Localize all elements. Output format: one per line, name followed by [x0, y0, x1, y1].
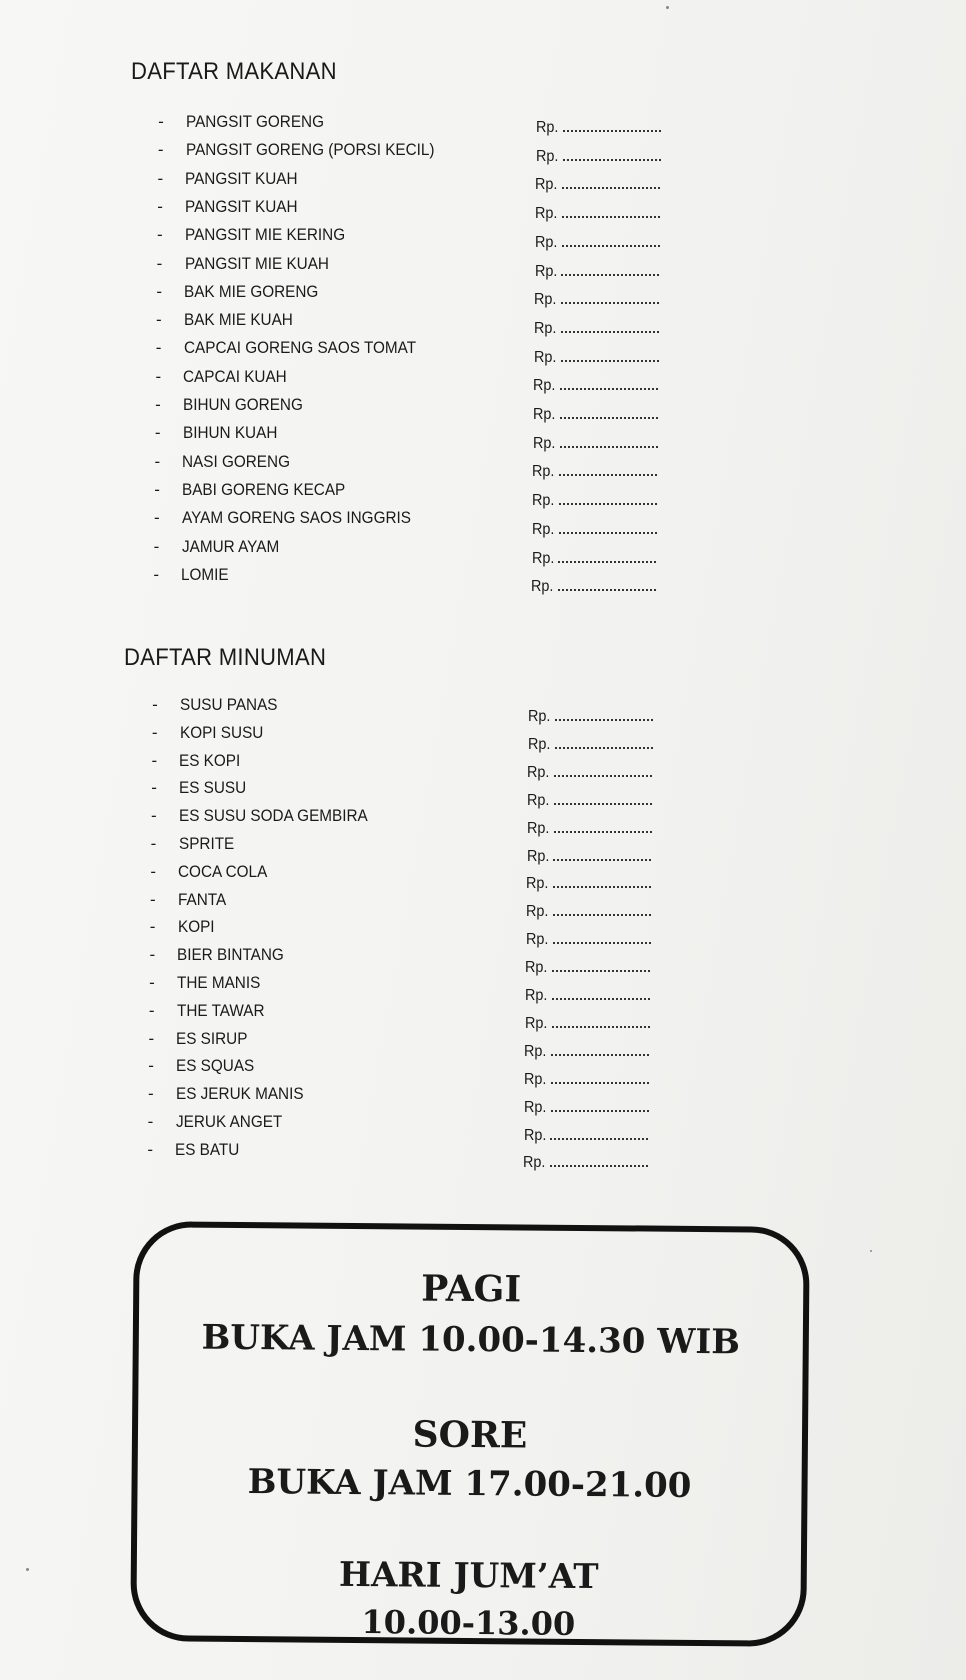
menu-item-name: ES KOPI: [179, 750, 241, 770]
menu-item: [149, 803, 709, 837]
evening-label: SORE: [412, 1413, 528, 1457]
bullet-dash: -: [147, 1112, 154, 1131]
price-prefix: Rp.: [527, 735, 551, 753]
price-prefix: Rp.: [523, 1098, 547, 1116]
menu-item-name: PANGSIT KUAH: [185, 168, 298, 188]
bullet-dash: -: [149, 917, 156, 937]
menu-item-name: BIHUN KUAH: [182, 423, 278, 443]
price-blank-line: [561, 300, 659, 304]
paper-speck: [26, 1568, 29, 1571]
menu-item-name: ES BATU: [175, 1139, 240, 1159]
price-prefix: Rp.: [523, 1154, 546, 1172]
menu-item-name: SUSU PANAS: [180, 695, 278, 714]
menu-item-name: ES SIRUP: [176, 1028, 248, 1048]
menu-item-name: BABI GORENG KECAP: [182, 479, 346, 499]
price-blank-line: [559, 472, 657, 476]
menu-item-name: BIER BINTANG: [177, 945, 285, 965]
bullet-dash: -: [153, 536, 160, 556]
bullet-dash: -: [148, 1000, 155, 1020]
price-blank-line: [561, 329, 659, 333]
bullet-dash: -: [151, 778, 157, 798]
menu-item: [155, 222, 715, 251]
bullet-dash: -: [150, 861, 157, 881]
bullet-dash: -: [150, 889, 156, 909]
bullet-dash: -: [154, 479, 160, 499]
bullet-dash: -: [153, 564, 160, 584]
bullet-dash: -: [156, 225, 163, 245]
evening-hours: BUKA JAM 17.00-21.00: [247, 1462, 692, 1506]
paper-speck: [666, 6, 669, 9]
price-blank-line: [562, 185, 660, 189]
price-prefix: Rp.: [531, 578, 554, 596]
bullet-dash: -: [155, 338, 162, 358]
bullet-dash: -: [151, 750, 158, 770]
menu-item: [146, 1026, 706, 1060]
menu-item-name: ES JERUK MANIS: [175, 1084, 304, 1104]
menu-item-name: PANGSIT KUAH: [185, 196, 298, 216]
menu-item: [150, 692, 710, 725]
price-prefix: Rp.: [531, 520, 555, 538]
food-section-title: DAFTAR MAKANAN: [131, 58, 337, 85]
menu-item: [146, 1053, 706, 1088]
menu-item: [146, 1081, 706, 1116]
menu-item: [147, 942, 707, 977]
menu-item-name: ES SUSU: [179, 778, 247, 798]
price-prefix: Rp.: [524, 1042, 547, 1060]
menu-item: [152, 477, 712, 510]
friday-hours: 10.00-13.00: [361, 1603, 576, 1643]
price-prefix: Rp.: [525, 959, 548, 977]
price-blank-line: [560, 386, 658, 390]
menu-item-name: THE MANIS: [177, 973, 261, 992]
bullet-dash: -: [153, 508, 160, 528]
price-blank-line: [550, 1163, 648, 1167]
menu-item: [149, 748, 709, 781]
price-prefix: Rp.: [526, 875, 549, 893]
menu-item-name: SPRITE: [178, 834, 234, 853]
price-prefix: Rp.: [524, 1014, 548, 1032]
price-field: [531, 574, 656, 600]
price-prefix: Rp.: [523, 1126, 546, 1144]
menu-item-name: KOPI SUSU: [179, 722, 264, 742]
menu-item-name: PANGSIT MIE KUAH: [184, 253, 329, 273]
price-prefix: Rp.: [532, 434, 556, 452]
menu-item-name: JAMUR AYAM: [181, 536, 279, 556]
bullet-dash: -: [150, 806, 157, 826]
menu-item: [155, 166, 715, 192]
bullet-dash: -: [148, 1056, 154, 1076]
price-prefix: Rp.: [531, 549, 554, 567]
bullet-dash: -: [158, 112, 164, 131]
bullet-dash: -: [156, 253, 163, 273]
menu-item-name: BIHUN GORENG: [183, 395, 303, 414]
bullet-dash: -: [154, 451, 161, 471]
price-field: [523, 1150, 648, 1176]
price-blank-line: [563, 157, 661, 161]
menu-item: [148, 859, 708, 893]
morning-label: PAGI: [421, 1267, 522, 1311]
drinks-section-title: DAFTAR MINUMAN: [124, 644, 327, 671]
menu-item: [156, 109, 716, 135]
menu-item: [155, 251, 715, 280]
bullet-dash: -: [149, 973, 155, 992]
bullet-dash: -: [156, 281, 163, 301]
price-prefix: Rp.: [535, 176, 558, 194]
price-prefix: Rp.: [524, 1070, 547, 1088]
menu-item: [152, 534, 712, 567]
paper-speck: [870, 1250, 872, 1252]
menu-item: [156, 137, 716, 163]
menu-item: [153, 392, 713, 423]
price-prefix: Rp.: [533, 377, 556, 395]
menu-item-name: KOPI: [177, 917, 215, 937]
bullet-dash: -: [147, 1084, 154, 1104]
price-prefix: Rp.: [533, 319, 557, 337]
bullet-dash: -: [151, 722, 158, 742]
menu-item: [148, 914, 708, 949]
price-blank-line: [560, 415, 658, 419]
price-blank-line: [562, 243, 660, 247]
menu-item: [149, 775, 709, 809]
menu-item: [147, 970, 707, 1004]
menu-item-name: THE TAWAR: [176, 1000, 265, 1020]
price-prefix: Rp.: [532, 463, 555, 481]
menu-item-name: BAK MIE KUAH: [183, 310, 293, 330]
menu-item: [154, 335, 714, 366]
menu-item-name: COCA COLA: [178, 861, 268, 881]
price-prefix: Rp.: [528, 708, 551, 725]
menu-item: [154, 279, 714, 309]
price-blank-line: [562, 214, 660, 218]
bullet-dash: -: [157, 140, 164, 160]
menu-item: [145, 1137, 705, 1172]
menu-item: [151, 562, 711, 596]
price-prefix: Rp.: [527, 791, 550, 809]
bullet-dash: -: [152, 695, 158, 714]
bullet-dash: -: [154, 423, 161, 443]
menu-item-name: NASI GORENG: [182, 451, 291, 471]
price-prefix: Rp.: [525, 931, 549, 949]
price-prefix: Rp.: [535, 147, 559, 165]
bullet-dash: -: [147, 1139, 154, 1159]
bullet-dash: -: [155, 366, 162, 386]
menu-item-name: CAPCAI KUAH: [183, 366, 288, 386]
price-prefix: Rp.: [534, 291, 557, 309]
price-prefix: Rp.: [525, 987, 548, 1004]
price-prefix: Rp.: [532, 492, 555, 510]
menu-item-name: BAK MIE GORENG: [184, 281, 319, 301]
price-prefix: Rp.: [526, 847, 549, 865]
menu-item-name: LOMIE: [181, 564, 229, 584]
bullet-dash: -: [157, 196, 163, 216]
price-prefix: Rp.: [525, 903, 549, 921]
menu-item-name: ES SUSU SODA GEMBIRA: [178, 806, 368, 826]
price-prefix: Rp.: [534, 262, 557, 280]
price-blank-line: [560, 444, 658, 448]
menu-item-name: PANGSIT GORENG: [186, 112, 325, 131]
menu-item: [153, 364, 713, 395]
menu-item-name: PANGSIT MIE KERING: [184, 225, 345, 245]
menu-item-name: FANTA: [177, 889, 227, 909]
bullet-dash: -: [150, 834, 157, 853]
price-blank-line: [558, 587, 656, 591]
price-blank-line: [561, 358, 659, 362]
price-prefix: Rp.: [533, 348, 557, 366]
menu-item: [152, 505, 712, 538]
bullet-dash: -: [156, 310, 162, 330]
menu-item: [149, 831, 709, 865]
menu-item: [148, 887, 708, 921]
price-prefix: Rp.: [534, 233, 558, 251]
menu-item: [147, 998, 707, 1032]
menu-item-name: PANGSIT GORENG (PORSI KECIL): [185, 140, 435, 160]
menu-item-name: JERUK ANGET: [175, 1112, 282, 1131]
menu-item: [152, 449, 712, 481]
menu-item: [146, 1109, 706, 1144]
price-prefix: Rp.: [527, 763, 550, 781]
menu-item: [153, 420, 713, 452]
price-blank-line: [563, 128, 661, 132]
price-prefix: Rp.: [526, 819, 550, 837]
price-blank-line: [561, 272, 659, 276]
price-prefix: Rp.: [533, 406, 556, 423]
morning-hours: BUKA JAM 10.00-14.30 WIB: [201, 1317, 741, 1363]
price-prefix: Rp.: [535, 205, 558, 223]
menu-item-name: AYAM GORENG SAOS INGGRIS: [181, 508, 411, 528]
menu-item: [155, 194, 715, 223]
bullet-dash: -: [157, 168, 164, 188]
menu-item-name: ES SQUAS: [176, 1056, 255, 1076]
price-prefix: Rp.: [536, 119, 559, 136]
opening-hours-box: [130, 1221, 810, 1647]
menu-item: [154, 307, 714, 337]
bullet-dash: -: [148, 1028, 155, 1048]
menu-item: [150, 720, 710, 753]
bullet-dash: -: [149, 945, 156, 965]
menu-item-name: CAPCAI GORENG SAOS TOMAT: [183, 338, 416, 358]
friday-label: HARI JUM’AT: [338, 1554, 599, 1598]
bullet-dash: -: [155, 395, 161, 414]
